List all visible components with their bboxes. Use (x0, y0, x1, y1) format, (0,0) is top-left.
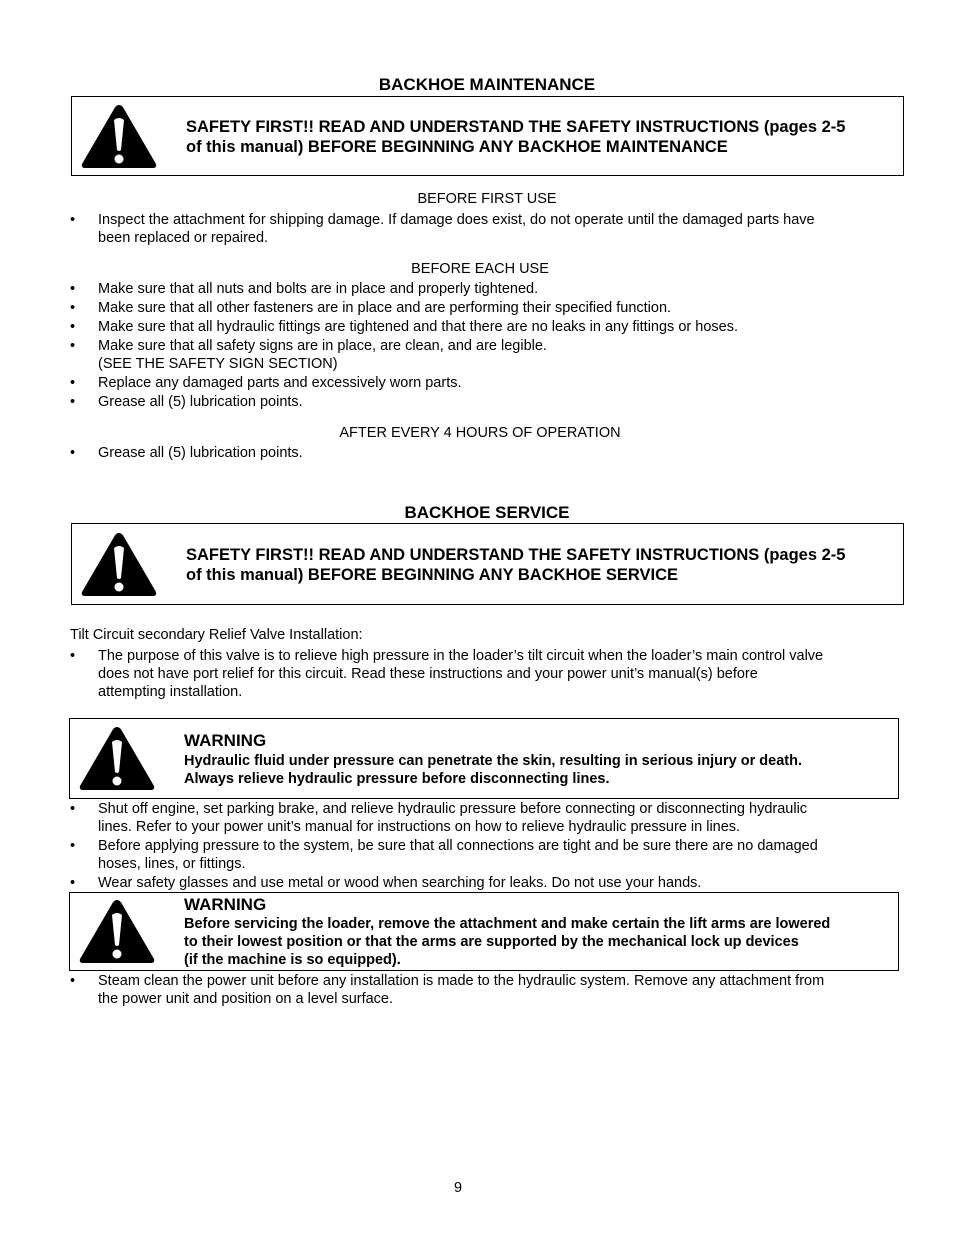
warning-line: to their lowest position or that the arms are supported by the mechanical lock up devices (184, 934, 799, 950)
list-item-line: The purpose of this valve is to relieve high pressure in the loader’s tilt circuit when the loader’s main control valve (98, 648, 824, 664)
warning-title: WARNING (184, 895, 267, 914)
maintenance-title: BACKHOE MAINTENANCE (378, 75, 596, 94)
list-item-line: attempting installation. (98, 684, 243, 700)
page-number: 9 (453, 1180, 463, 1196)
bullet-glyph: • (70, 281, 76, 297)
warning-triangle-icon (78, 897, 156, 965)
list-item: Wear safety glasses and use metal or wood when searching for leaks. Do not use your hands. (98, 875, 702, 891)
bullet-glyph: • (70, 875, 76, 891)
bullet-glyph: • (70, 648, 76, 664)
maintenance-safety-line2: of this manual) BEFORE BEGINNING ANY BACKHOE MAINTENANCE (186, 138, 728, 156)
list-item-line: Before applying pressure to the system, be sure that all connections are tight and be sure there are no damaged (98, 838, 818, 854)
bullet-glyph: • (70, 838, 76, 854)
bullet-glyph: • (70, 445, 76, 461)
list-item-line: been replaced or repaired. (98, 230, 269, 246)
warning-line: (if the machine is so equipped). (184, 952, 401, 968)
bullet-glyph: • (70, 338, 76, 354)
warning-line: Before servicing the loader, remove the attachment and make certain the lift arms are lowered (184, 916, 831, 932)
list-item-line: (SEE THE SAFETY SIGN SECTION) (98, 356, 338, 372)
list-item-line: Make sure that all safety signs are in place, are clean, and are legible. (98, 338, 547, 354)
list-item: Make sure that all nuts and bolts are in place and properly tightened. (98, 281, 539, 297)
service-intro: Tilt Circuit secondary Relief Valve Installation: (70, 627, 363, 643)
bullet-glyph: • (70, 801, 76, 817)
list-item (98, 837, 898, 873)
warning-triangle-icon (80, 102, 158, 170)
list-item (98, 647, 898, 701)
service-safety-line1: SAFETY FIRST!! READ AND UNDERSTAND THE SAFETY INSTRUCTIONS (pages 2-5 (186, 546, 846, 564)
warning-line: Hydraulic fluid under pressure can penetrate the skin, resulting in serious injury or death. (184, 753, 803, 769)
bullet-glyph: • (70, 375, 76, 391)
bullet-glyph: • (70, 212, 76, 228)
bullet-glyph: • (70, 394, 76, 410)
bullet-glyph: • (70, 973, 76, 989)
service-title: BACKHOE SERVICE (404, 503, 570, 522)
warning-title: WARNING (184, 731, 267, 750)
list-item-line: the power unit and position on a level surface. (98, 991, 394, 1007)
maintenance-safety-line1: SAFETY FIRST!! READ AND UNDERSTAND THE SAFETY INSTRUCTIONS (pages 2-5 (186, 118, 846, 136)
list-item (98, 337, 898, 373)
bullet-glyph: • (70, 300, 76, 316)
list-item-line: Shut off engine, set parking brake, and relieve hydraulic pressure before connecting or disconnecting hydraulic (98, 801, 808, 817)
list-item: Grease all (5) lubrication points. (98, 445, 303, 461)
list-item (98, 211, 898, 247)
list-item: Replace any damaged parts and excessively worn parts. (98, 375, 462, 391)
list-item: Make sure that all hydraulic fittings are tightened and that there are no leaks in any fittings or hoses. (98, 319, 738, 335)
before-first-use-heading: BEFORE FIRST USE (417, 191, 557, 207)
list-item-line: does not have port relief for this circuit. Read these instructions and your power unit’s manual(s) before (98, 666, 758, 682)
list-item-line: lines. Refer to your power unit’s manual for instructions on how to relieve hydraulic pressure in lines. (98, 819, 741, 835)
warning-triangle-icon (78, 724, 156, 792)
list-item-line: Steam clean the power unit before any installation is made to the hydraulic system. Remove any attachment from (98, 973, 825, 989)
warning-line: Always relieve hydraulic pressure before disconnecting lines. (184, 771, 610, 787)
list-item (98, 800, 898, 836)
before-each-use-heading: BEFORE EACH USE (411, 261, 549, 277)
after-4-hours-heading: AFTER EVERY 4 HOURS OF OPERATION (339, 425, 621, 441)
list-item: Make sure that all other fasteners are in place and are performing their specified function. (98, 300, 672, 316)
list-item-line: hoses, lines, or fittings. (98, 856, 246, 872)
list-item: Grease all (5) lubrication points. (98, 394, 303, 410)
list-item (98, 972, 898, 1008)
bullet-glyph: • (70, 319, 76, 335)
list-item-line: Inspect the attachment for shipping damage. If damage does exist, do not operate until the damaged parts have (98, 212, 815, 228)
warning-triangle-icon (80, 530, 158, 598)
service-safety-line2: of this manual) BEFORE BEGINNING ANY BACKHOE SERVICE (186, 566, 679, 584)
